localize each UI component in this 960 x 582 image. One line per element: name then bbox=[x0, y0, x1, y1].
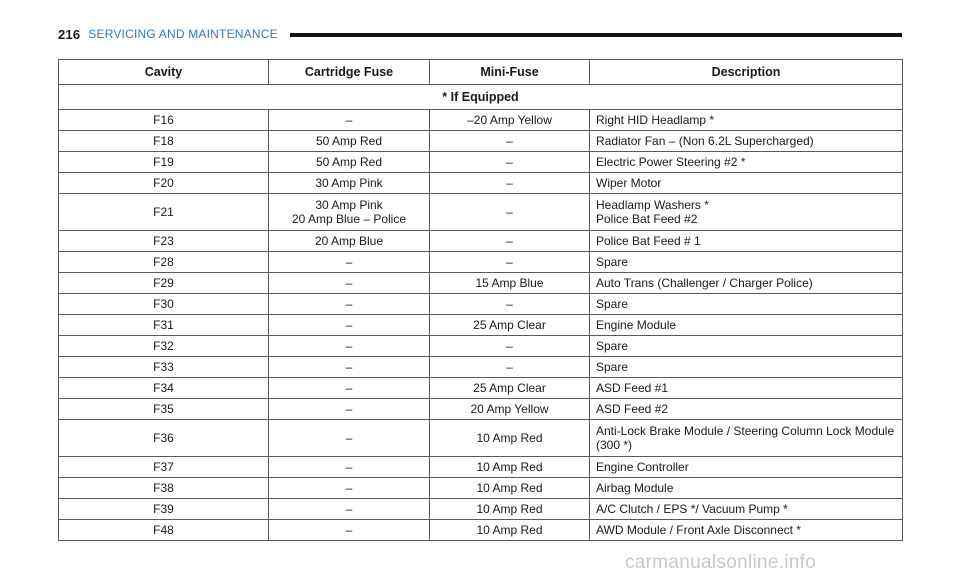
table-row bbox=[59, 420, 903, 457]
cell-cavity: F30 bbox=[59, 294, 269, 315]
cartridge-fuse-line: 20 Amp Blue – Police bbox=[291, 212, 407, 226]
cell-description bbox=[590, 131, 903, 152]
cell-mini-fuse: – bbox=[430, 252, 590, 273]
cell-description bbox=[590, 194, 903, 231]
cell-description bbox=[590, 336, 903, 357]
cell-cavity: F35 bbox=[59, 399, 269, 420]
cell-mini-fuse: – bbox=[430, 357, 590, 378]
cell-description bbox=[590, 315, 903, 336]
table-row bbox=[59, 152, 903, 173]
cell-cartridge-fuse bbox=[269, 478, 430, 499]
table-row bbox=[59, 252, 903, 273]
cell-cavity: F28 bbox=[59, 252, 269, 273]
cell-cavity: F48 bbox=[59, 520, 269, 541]
description-line: Police Bat Feed #2 bbox=[596, 212, 698, 226]
description-line: Spare bbox=[596, 360, 629, 374]
cartridge-fuse-line: – bbox=[345, 460, 353, 474]
cell-description bbox=[590, 273, 903, 294]
table-row bbox=[59, 499, 903, 520]
cartridge-fuse-line: 30 Amp Pink bbox=[315, 176, 383, 190]
cell-cartridge-fuse bbox=[269, 457, 430, 478]
cell-mini-fuse: 10 Amp Red bbox=[430, 478, 590, 499]
cell-cavity: F16 bbox=[59, 110, 269, 131]
if-equipped-note: * If Equipped bbox=[59, 85, 903, 110]
cell-cavity: F21 bbox=[59, 194, 269, 231]
cartridge-fuse-line: – bbox=[345, 481, 353, 495]
cell-mini-fuse: 25 Amp Clear bbox=[430, 315, 590, 336]
description-line: Radiator Fan – (Non 6.2L Supercharged) bbox=[596, 134, 814, 148]
page-header bbox=[58, 25, 902, 43]
description-line: Wiper Motor bbox=[596, 176, 662, 190]
cartridge-fuse-line: – bbox=[345, 431, 353, 445]
cell-cartridge-fuse bbox=[269, 499, 430, 520]
cartridge-fuse-line: 30 Amp Pink bbox=[315, 198, 383, 212]
table-header-row bbox=[59, 60, 903, 85]
cell-description bbox=[590, 520, 903, 541]
description-line: Spare bbox=[596, 339, 629, 353]
section-title: SERVICING AND MAINTENANCE bbox=[88, 27, 278, 41]
description-line: Engine Module bbox=[596, 318, 677, 332]
description-line: Airbag Module bbox=[596, 481, 674, 495]
cartridge-fuse-line: – bbox=[345, 297, 353, 311]
cell-mini-fuse: 15 Amp Blue bbox=[430, 273, 590, 294]
cell-mini-fuse: 10 Amp Red bbox=[430, 457, 590, 478]
table-row bbox=[59, 273, 903, 294]
table-row bbox=[59, 173, 903, 194]
cell-description bbox=[590, 357, 903, 378]
cell-mini-fuse: – bbox=[430, 336, 590, 357]
cell-cavity: F29 bbox=[59, 273, 269, 294]
cell-cavity: F38 bbox=[59, 478, 269, 499]
cell-mini-fuse: – bbox=[430, 131, 590, 152]
cell-mini-fuse: – bbox=[430, 294, 590, 315]
cell-cartridge-fuse bbox=[269, 520, 430, 541]
table-row bbox=[59, 231, 903, 252]
description-line: ASD Feed #1 bbox=[596, 381, 669, 395]
description-line: Electric Power Steering #2 * bbox=[596, 155, 746, 169]
cell-description bbox=[590, 399, 903, 420]
cell-mini-fuse: –20 Amp Yellow bbox=[430, 110, 590, 131]
cell-mini-fuse: 10 Amp Red bbox=[430, 499, 590, 520]
fuse-table bbox=[58, 59, 903, 541]
cell-cartridge-fuse bbox=[269, 110, 430, 131]
cell-mini-fuse: – bbox=[430, 231, 590, 252]
table-row bbox=[59, 478, 903, 499]
cell-description bbox=[590, 252, 903, 273]
cell-mini-fuse: 10 Amp Red bbox=[430, 420, 590, 457]
cell-cartridge-fuse bbox=[269, 399, 430, 420]
cell-description bbox=[590, 110, 903, 131]
table-row bbox=[59, 131, 903, 152]
cell-cartridge-fuse bbox=[269, 231, 430, 252]
cell-description bbox=[590, 173, 903, 194]
description-line: ASD Feed #2 bbox=[596, 402, 669, 416]
cartridge-fuse-line: – bbox=[345, 381, 353, 395]
description-line: Police Bat Feed # 1 bbox=[596, 234, 701, 248]
description-line: (300 *) bbox=[596, 438, 633, 452]
cell-cartridge-fuse bbox=[269, 273, 430, 294]
cartridge-fuse-line: – bbox=[345, 255, 353, 269]
cell-cavity: F19 bbox=[59, 152, 269, 173]
cell-mini-fuse: 20 Amp Yellow bbox=[430, 399, 590, 420]
cell-description bbox=[590, 457, 903, 478]
cartridge-fuse-line: – bbox=[345, 502, 353, 516]
cell-cavity: F37 bbox=[59, 457, 269, 478]
watermark: carmanualsonline.info bbox=[625, 552, 817, 573]
description-line: Auto Trans (Challenger / Charger Police) bbox=[596, 276, 813, 290]
description-line: Spare bbox=[596, 297, 629, 311]
cartridge-fuse-line: – bbox=[345, 402, 353, 416]
column-header-cavity: Cavity bbox=[59, 60, 269, 85]
cell-mini-fuse: 25 Amp Clear bbox=[430, 378, 590, 399]
cell-cartridge-fuse bbox=[269, 131, 430, 152]
cell-cavity: F33 bbox=[59, 357, 269, 378]
cell-description bbox=[590, 420, 903, 457]
cell-cartridge-fuse bbox=[269, 173, 430, 194]
cell-cavity: F20 bbox=[59, 173, 269, 194]
cell-cavity: F36 bbox=[59, 420, 269, 457]
cartridge-fuse-line: – bbox=[345, 318, 353, 332]
table-row bbox=[59, 110, 903, 131]
cell-cavity: F32 bbox=[59, 336, 269, 357]
cell-mini-fuse: – bbox=[430, 152, 590, 173]
cartridge-fuse-line: – bbox=[345, 113, 353, 127]
cartridge-fuse-line: 50 Amp Red bbox=[315, 134, 383, 148]
cell-mini-fuse: – bbox=[430, 194, 590, 231]
cartridge-fuse-line: – bbox=[345, 523, 353, 537]
cell-description bbox=[590, 499, 903, 520]
column-header-description: Description bbox=[590, 60, 903, 85]
cell-cavity: F23 bbox=[59, 231, 269, 252]
column-header-cartridge-fuse: Cartridge Fuse bbox=[269, 60, 430, 85]
cell-cartridge-fuse bbox=[269, 252, 430, 273]
header-rule bbox=[290, 33, 902, 37]
cell-cavity: F31 bbox=[59, 315, 269, 336]
cell-cartridge-fuse bbox=[269, 357, 430, 378]
cartridge-fuse-line: – bbox=[345, 360, 353, 374]
description-line: A/C Clutch / EPS */ Vacuum Pump * bbox=[596, 502, 788, 516]
if-equipped-row bbox=[59, 85, 903, 110]
description-line: Anti-Lock Brake Module / Steering Column Lock Module bbox=[596, 424, 895, 438]
cell-cavity: F34 bbox=[59, 378, 269, 399]
description-line: AWD Module / Front Axle Disconnect * bbox=[596, 523, 801, 537]
table-row bbox=[59, 457, 903, 478]
cell-cartridge-fuse bbox=[269, 152, 430, 173]
cartridge-fuse-line: – bbox=[345, 339, 353, 353]
cell-mini-fuse: 10 Amp Red bbox=[430, 520, 590, 541]
description-line: Spare bbox=[596, 255, 629, 269]
cell-cavity: F39 bbox=[59, 499, 269, 520]
table-row bbox=[59, 378, 903, 399]
cell-cavity: F18 bbox=[59, 131, 269, 152]
cell-cartridge-fuse bbox=[269, 315, 430, 336]
table-row bbox=[59, 399, 903, 420]
cell-description bbox=[590, 231, 903, 252]
table-row bbox=[59, 336, 903, 357]
column-header-mini-fuse: Mini-Fuse bbox=[430, 60, 590, 85]
table-row bbox=[59, 357, 903, 378]
cell-description bbox=[590, 152, 903, 173]
cell-description bbox=[590, 378, 903, 399]
description-line: Engine Controller bbox=[596, 460, 689, 474]
description-line: Right HID Headlamp * bbox=[596, 113, 715, 127]
cell-cartridge-fuse bbox=[269, 194, 430, 231]
description-line: Headlamp Washers * bbox=[596, 198, 709, 212]
cell-description bbox=[590, 478, 903, 499]
cartridge-fuse-line: 20 Amp Blue bbox=[314, 234, 384, 248]
table-row bbox=[59, 520, 903, 541]
cell-mini-fuse: – bbox=[430, 173, 590, 194]
table-row bbox=[59, 194, 903, 231]
cell-cartridge-fuse bbox=[269, 294, 430, 315]
table-row bbox=[59, 315, 903, 336]
table-body bbox=[59, 85, 903, 541]
cartridge-fuse-line: – bbox=[345, 276, 353, 290]
cell-cartridge-fuse bbox=[269, 420, 430, 457]
page-number: 216 bbox=[58, 26, 81, 42]
cell-cartridge-fuse bbox=[269, 378, 430, 399]
table-row bbox=[59, 294, 903, 315]
cell-cartridge-fuse bbox=[269, 336, 430, 357]
cartridge-fuse-line: 50 Amp Red bbox=[315, 155, 383, 169]
cell-description bbox=[590, 294, 903, 315]
